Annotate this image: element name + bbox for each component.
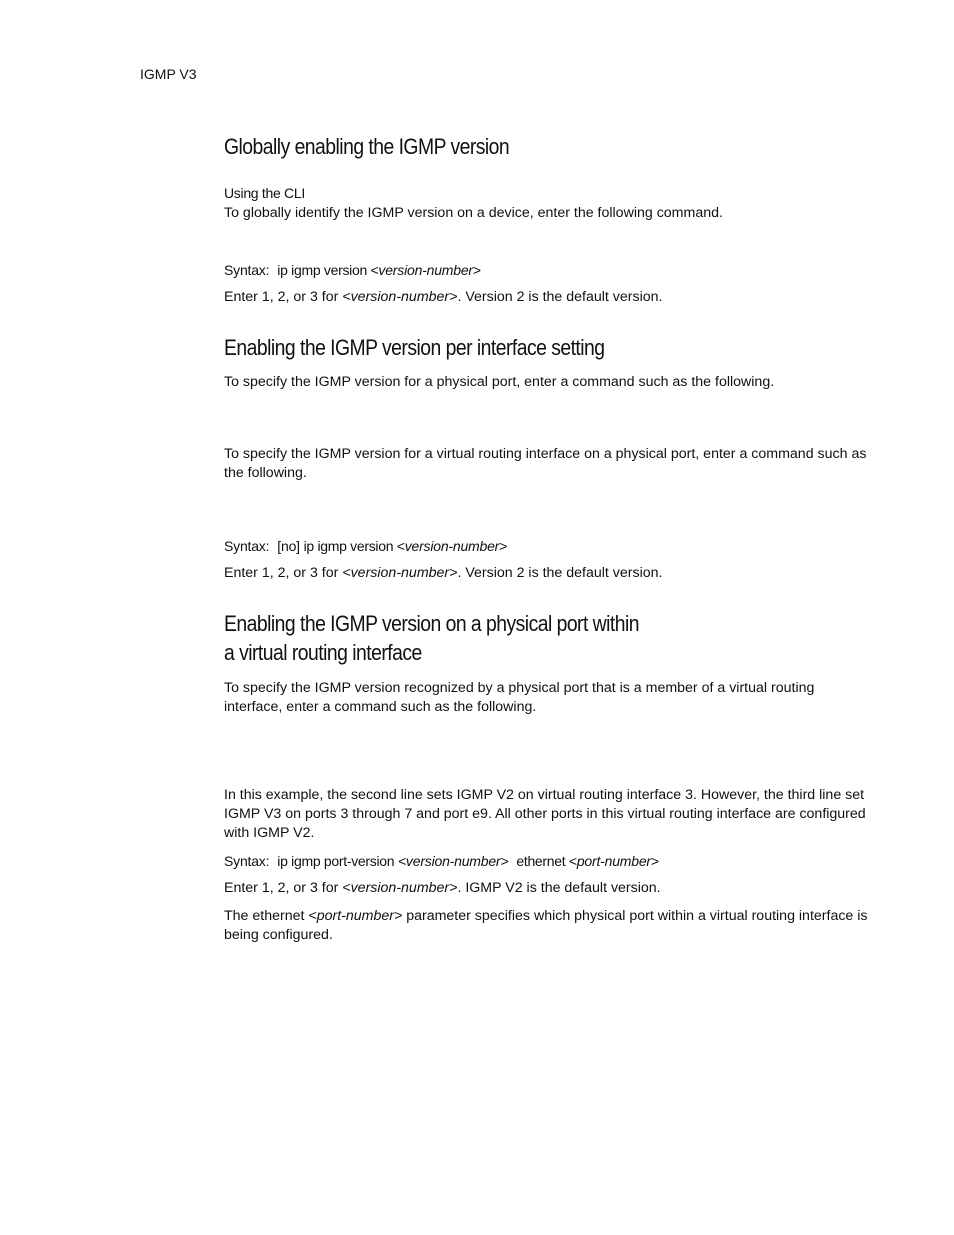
- eth-text: parameter specifies which physical port within a virtual routing interface is being configured.: [224, 908, 868, 943]
- note-text: Enter 1, 2, or 3 for: [224, 880, 343, 896]
- paragraph-global-intro: To globally identify the IGMP version on a device, enter the following command.: [224, 205, 723, 221]
- syntax-label: Syntax:: [224, 853, 270, 869]
- syntax-param: version-number: [404, 538, 500, 554]
- note-text: . Version 2 is the default version.: [457, 565, 663, 581]
- syntax-command: ip igmp port-version: [277, 853, 395, 869]
- paragraph-global-note: [224, 288, 872, 307]
- syntax-label: Syntax:: [224, 262, 270, 278]
- syntax-line-port-version: [224, 852, 872, 871]
- syntax-line-global: [224, 261, 872, 280]
- syntax-close: >: [499, 538, 508, 554]
- syntax-close: >: [650, 853, 659, 869]
- heading-line-2: a virtual routing interface: [224, 640, 422, 665]
- syntax-command: ip igmp version <: [303, 538, 405, 554]
- note-text: Enter 1, 2, or 3 for: [224, 289, 343, 305]
- syntax-param-port: port-number: [576, 853, 651, 869]
- syntax-param-version: <version-number>: [397, 853, 509, 869]
- paragraph-ethernet-parameter: [224, 907, 872, 945]
- note-text: . Version 2 is the default version.: [457, 289, 663, 305]
- syntax-param: version-number: [378, 262, 473, 278]
- note-param: <version-number>: [342, 880, 458, 896]
- running-header: IGMP V3: [140, 66, 197, 82]
- subheading-using-cli: Using the CLI: [224, 185, 305, 201]
- syntax-no-option: [no]: [277, 538, 300, 554]
- syntax-keyword-ethernet: ethernet <: [516, 853, 577, 869]
- eth-keyword: ethernet: [252, 908, 305, 924]
- note-param: <version-number>: [342, 289, 458, 305]
- note-text: Enter 1, 2, or 3 for: [224, 565, 343, 581]
- paragraph-port-version-note: [224, 879, 872, 898]
- paragraph-member-port: To specify the IGMP version recognized by a physical port that is a member of a virtual routing interface, enter a command such as the following.: [224, 680, 815, 715]
- paragraph-interface-note: [224, 564, 872, 583]
- paragraph-example-explanation: In this example, the second line sets IGMP V2 on virtual routing interface 3. However, the third line set IGMP V3 on ports 3 through 7 and port e9. All other ports in this virtual routing interface are configured with IGMP V2.: [224, 787, 866, 841]
- syntax-command: ip igmp version <: [277, 262, 379, 278]
- eth-text: The: [224, 908, 253, 924]
- eth-param: <port-number>: [308, 908, 403, 924]
- heading-line-1: Enabling the IGMP version on a physical port within: [224, 611, 640, 636]
- section-heading-per-interface: Enabling the IGMP version per interface setting: [224, 335, 605, 360]
- paragraph-physical-port: To specify the IGMP version for a physical port, enter a command such as the following.: [224, 374, 775, 390]
- note-param: <version-number>: [342, 565, 458, 581]
- syntax-label: Syntax:: [224, 538, 270, 554]
- syntax-close: >: [472, 262, 481, 278]
- section-heading-physical-port: [224, 609, 794, 667]
- section-heading-global: Globally enabling the IGMP version: [224, 134, 510, 159]
- syntax-line-interface: [224, 537, 872, 556]
- note-text: . IGMP V2 is the default version.: [457, 880, 661, 896]
- paragraph-virtual-routing: To specify the IGMP version for a virtual routing interface on a physical port, enter a command such as the following.: [224, 446, 867, 481]
